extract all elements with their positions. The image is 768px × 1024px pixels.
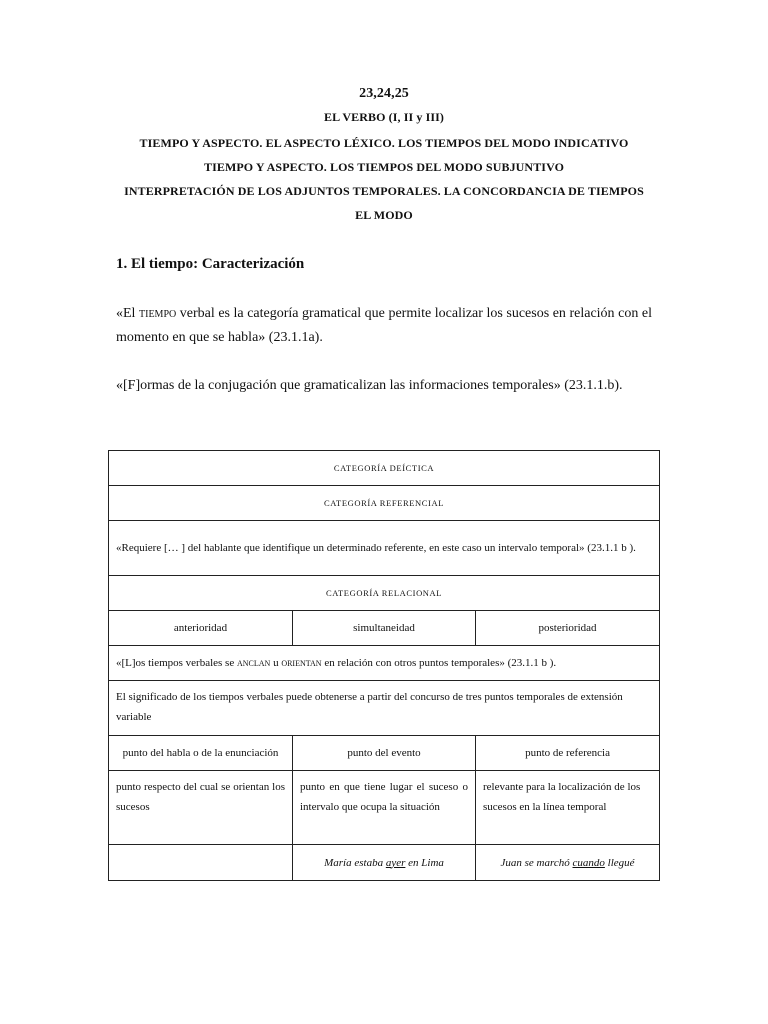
definition-paragraph bbox=[116, 302, 652, 350]
cell-simultaneidad: simultaneidad bbox=[293, 611, 476, 646]
chapter-numbers: 23,24,25 bbox=[359, 86, 409, 101]
example2-underlined: cuando bbox=[572, 856, 605, 869]
anclan-before: «[L]os tiempos verbales se bbox=[116, 657, 237, 669]
orientan-term: orientan bbox=[281, 657, 322, 669]
cell-categoria-relacional: CATEGORÍA RELACIONAL bbox=[109, 576, 660, 611]
example1-underlined: ayer bbox=[385, 856, 406, 869]
cell-desc-referencia: relevante para la localización de los sucesos en la línea temporal bbox=[476, 771, 660, 845]
paragraph1-after: verbal es la categoría gramatical que permite localizar los sucesos en relación con el momento en que se habla» (23.1.1a). bbox=[116, 306, 652, 345]
cell-significado: El significado de los tiempos verbales puede obtenerse a partir del concurso de tres puntos temporales de extensión variable bbox=[109, 681, 660, 736]
cell-anclan bbox=[109, 646, 660, 681]
cell-categoria-referencial: CATEGORÍA REFERENCIAL bbox=[109, 486, 660, 521]
heading-line-2: TIEMPO Y ASPECTO. EL ASPECTO LÉXICO. LOS TIEMPOS DEL MODO INDICATIVO bbox=[139, 136, 629, 150]
forms-paragraph: «[F]ormas de la conjugación que gramaticalizan las informaciones temporales» (23.1.1.b). bbox=[116, 378, 623, 393]
cell-posterioridad: posterioridad bbox=[476, 611, 660, 646]
example2-before: Juan se marchó bbox=[500, 856, 573, 869]
cell-empty bbox=[109, 845, 293, 881]
paragraph1-term: tiempo bbox=[139, 306, 177, 321]
anclan-middle: u bbox=[270, 657, 282, 669]
cell-punto-referencia: punto de referencia bbox=[476, 736, 660, 771]
paragraph1-before: «El bbox=[116, 306, 139, 321]
section-title: 1. El tiempo: Caracterización bbox=[116, 256, 305, 272]
example1-before: María estaba bbox=[324, 856, 386, 869]
anclan-term: anclan bbox=[236, 657, 271, 669]
heading-line-1: EL VERBO (I, II y III) bbox=[323, 110, 444, 124]
cell-example-2 bbox=[476, 845, 660, 881]
cell-anterioridad: anterioridad bbox=[109, 611, 293, 646]
cell-desc-evento: punto en que tiene lugar el suceso o intervalo que ocupa la situación bbox=[293, 771, 476, 845]
cell-punto-habla: punto del habla o de la enunciación bbox=[109, 736, 293, 771]
heading-line-4: INTERPRETACIÓN DE LOS ADJUNTOS TEMPORALES. LA CONCORDANCIA DE TIEMPOS bbox=[124, 184, 644, 198]
time-category-table bbox=[108, 450, 660, 881]
heading-line-5: EL MODO bbox=[355, 208, 413, 222]
anclan-after: en relación con otros puntos temporales» (23.1.1 b ). bbox=[321, 657, 557, 669]
cell-punto-evento: punto del evento bbox=[293, 736, 476, 771]
cell-requiere: «Requiere [… ] del hablante que identifique un determinado referente, en este caso un intervalo temporal» (23.1.1 b ). bbox=[109, 521, 660, 576]
example2-after: llegué bbox=[604, 856, 635, 869]
cell-desc-habla: punto respecto del cual se orientan los sucesos bbox=[109, 771, 293, 845]
cell-example-1 bbox=[293, 845, 476, 881]
example1-after: en Lima bbox=[405, 856, 444, 869]
cell-categoria-deictica: CATEGORÍA DEÍCTICA bbox=[109, 451, 660, 486]
heading-line-3: TIEMPO Y ASPECTO. LOS TIEMPOS DEL MODO SUBJUNTIVO bbox=[203, 160, 565, 174]
